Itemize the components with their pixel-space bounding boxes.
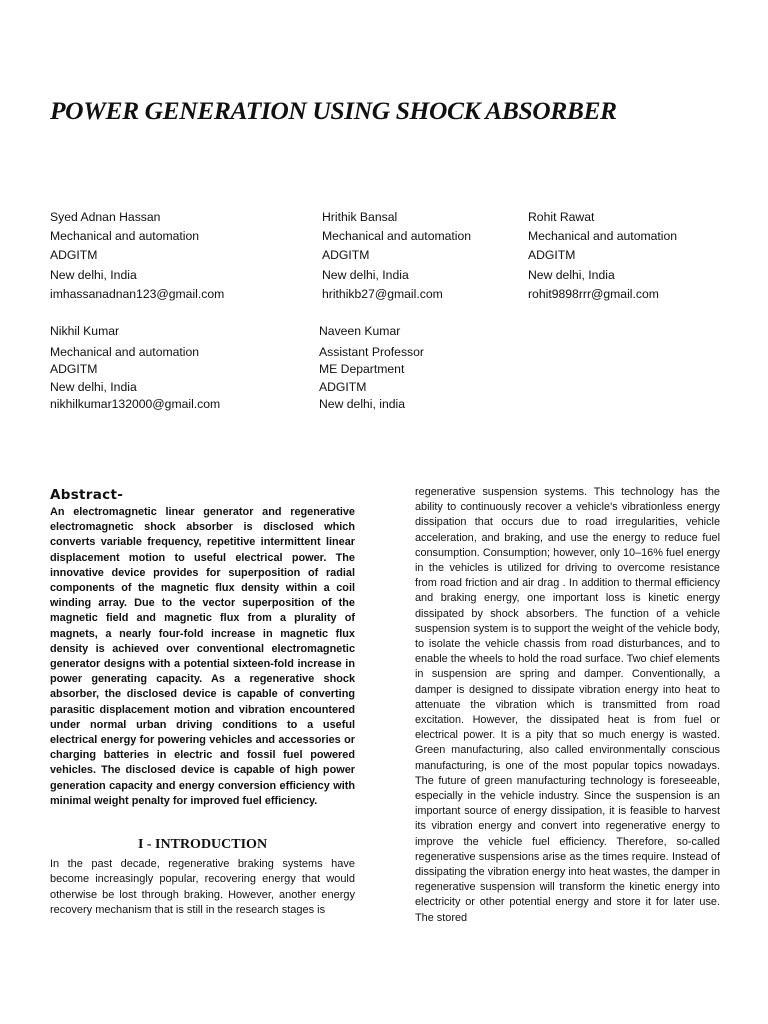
author-block xyxy=(322,208,562,304)
author-email: nikhilkumar132000@gmail.com xyxy=(50,397,221,411)
author-institution: ADGITM xyxy=(50,248,98,263)
author-block xyxy=(50,208,290,304)
author-position: Assistant Professor xyxy=(319,344,424,359)
author-location: New delhi, India xyxy=(50,379,137,394)
author-department: Mechanical and automation xyxy=(528,229,678,244)
paper-title: POWER GENERATION USING SHOCK ABSORBER xyxy=(50,96,617,125)
author-block xyxy=(50,323,290,414)
author-department: Mechanical and automation xyxy=(50,344,200,359)
author-block xyxy=(528,208,768,304)
author-name: Rohit Rawat xyxy=(528,210,595,224)
author-department: ME Department xyxy=(319,362,405,376)
abstract-heading: Abstract- xyxy=(50,487,124,503)
author-institution: ADGITM xyxy=(50,362,98,376)
author-email: imhassanadnan123@gmail.com xyxy=(50,286,225,301)
author-name: Nikhil Kumar xyxy=(50,324,120,338)
author-location: New delhi, India xyxy=(322,267,409,282)
author-name: Hrithik Bansal xyxy=(322,210,398,224)
author-location: New delhi, India xyxy=(528,267,615,282)
introduction-heading: I - INTRODUCTION xyxy=(137,837,268,852)
author-location: New delhi, India xyxy=(50,267,137,282)
author-department: Mechanical and automation xyxy=(50,229,200,244)
author-institution: ADGITM xyxy=(322,248,370,263)
author-email: hrithikb27@gmail.com xyxy=(322,286,443,301)
column-two-text: regenerative suspension systems. This technology has the ability to continuously recover a vehicle's vibrationless energy dissipation that occurs due to road irregularities, vehicle acceleration, and braking, and use the energy to reduce fuel consumption. Consumption; however, only 10–16% fuel energy in the vehicles is utilized for driving to overcome resistance from road friction and air drag . In addition to thermal efficiency and braking energy, one important loss is kinetic energy dissipated by shock absorbers. The function of a vehicle suspension system is to support the weight of the vehicle body, to isolate the vehicle chassis from road disturbances, and to enable the wheels to hold the road surface. Two chief elements in suspension are spring and damper. Conventionally, a damper is designed to dissipate vibration energy into heat to attenuate the vibration which is transmitted from road excitation. However, the dissipated heat is from fuel or electrical power. It is a pity that so much energy is wasted. Green manufacturing, also called environmentally conscious manufacturing, is one of the most popular topics nowadays. The future of green manufacturing technology is foreseeable, especially in the vehicle industry. Since the suspension is an important source of energy dissipation, it is feasible to harvest its vibration energy and convert into regenerative energy to improve the vehicle fuel efficiency. Therefore, so-called regenerative suspensions arise as the times require. Instead of dissipating the vibration energy into heat wastes, the damper in regenerative suspension will transform the kinetic energy into electricity or other potential energy and store it for later use. The stored xyxy=(415,486,720,924)
author-institution: ADGITM xyxy=(319,379,367,394)
author-name: Syed Adnan Hassan xyxy=(50,210,161,224)
author-institution: ADGITM xyxy=(528,248,576,263)
author-name: Naveen Kumar xyxy=(319,324,401,338)
author-department: Mechanical and automation xyxy=(322,229,472,244)
author-block xyxy=(319,323,559,414)
introduction-text: In the past decade, regenerative braking systems have become increasingly popular, recovering energy that would otherwise be lost through braking. However, another energy recovery mechanism that is still in the research stages is xyxy=(50,858,355,916)
author-location: New delhi, india xyxy=(319,397,406,411)
author-email: rohit9898rrr@gmail.com xyxy=(528,286,659,301)
abstract-text: An electromagnetic linear generator and regenerative electromagnetic shock absorber is disclosed which converts variable frequency, repetitive intermittent linear displacement motion to useful electrical power. The innovative device provides for superposition of radial components of the magnetic flux density within a coil winding array. Due to the vector superposition of the magnetic field and magnetic flux from a plurality of magnets, a nearly four-fold increase in magnetic flux density is achieved over conventional electromagnetic generator designs with a potential sixteen-fold increase in power generating capacity. As a regenerative shock absorber, the disclosed device is capable of converting parasitic displacement motion and vibration encountered under normal urban driving conditions to a useful electrical energy for powering vehicles and accessories or charging batteries in electric and fossil fuel powered vehicles. The disclosed device is capable of high power generation capacity and energy conversion efficiency with minimal weight penalty for improved fuel efficiency. xyxy=(50,506,355,807)
